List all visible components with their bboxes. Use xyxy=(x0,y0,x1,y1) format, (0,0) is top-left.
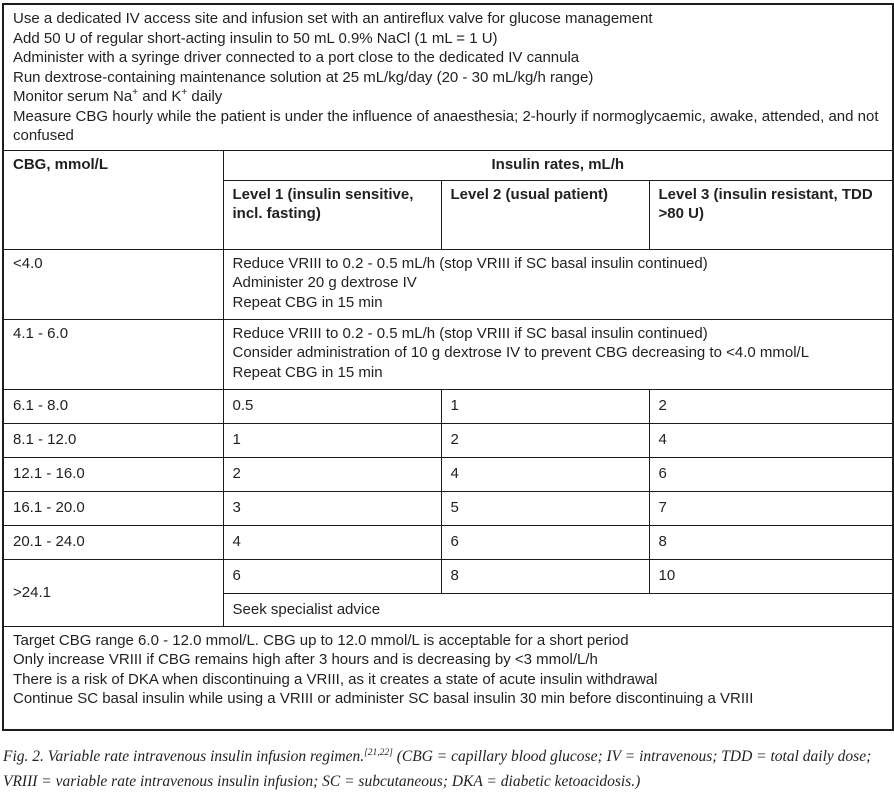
rate-cell-level-1: 2 xyxy=(223,457,441,491)
rate-cell-level-1: 4 xyxy=(223,525,441,559)
action-line: Consider administration of 10 g dextrose IV to prevent CBG decreasing to <4.0 mmol/L xyxy=(232,344,810,361)
cbg-range-cell: 12.1 - 16.0 xyxy=(3,457,223,491)
rate-cell-level-3: 2 xyxy=(649,389,893,423)
column-header-level-3: Level 3 (insulin resistant, TDD >80 U) xyxy=(649,180,893,249)
table-row xyxy=(3,249,893,319)
table-row xyxy=(3,559,893,593)
instruction-line-electrolytes xyxy=(13,87,883,107)
action-line: Repeat CBG in 15 min xyxy=(232,293,383,311)
instruction-line: Add 50 U of regular short-acting insulin to 50 mL 0.9% NaCl (1 mL = 1 U) xyxy=(13,29,498,47)
monitor-text: and K xyxy=(138,88,182,105)
rate-cell-level-2: 4 xyxy=(441,457,649,491)
cbg-range-cell: >24.1 xyxy=(3,559,223,626)
table-row xyxy=(3,423,893,457)
rate-cell-level-2: 5 xyxy=(441,491,649,525)
note-line: Target CBG range 6.0 - 12.0 mmol/L. CBG up to 12.0 mmol/L is acceptable for a short period xyxy=(13,631,629,649)
action-line: Administer 20 g dextrose IV xyxy=(232,274,417,291)
cbg-range-cell: 6.1 - 8.0 xyxy=(3,389,223,423)
superscript-plus: + xyxy=(181,87,188,98)
cbg-range-cell: 4.1 - 6.0 xyxy=(3,319,223,389)
monitor-text: daily xyxy=(187,88,223,105)
rate-cell-level-2: 1 xyxy=(441,389,649,423)
rate-cell-level-3: 6 xyxy=(649,457,893,491)
rate-cell-level-2: 6 xyxy=(441,525,649,559)
column-header-level-2: Level 2 (usual patient) xyxy=(441,180,649,249)
instructions-row xyxy=(3,4,893,150)
rate-cell-level-3: 7 xyxy=(649,491,893,525)
note-line: Continue SC basal insulin while using a VRIII or administer SC basal insulin 30 min before discontinuing a VRIII xyxy=(13,690,754,707)
cbg-range-cell: 16.1 - 20.0 xyxy=(3,491,223,525)
action-cell xyxy=(223,249,893,319)
rate-cell-level-2: 8 xyxy=(441,559,649,593)
rate-cell-level-1: 3 xyxy=(223,491,441,525)
action-cell xyxy=(223,319,893,389)
caption-title: Fig. 2. Variable rate intravenous insulin infusion regimen. xyxy=(3,748,365,765)
table-row xyxy=(3,319,893,389)
cbg-range-cell: 8.1 - 12.0 xyxy=(3,423,223,457)
rate-cell-level-2: 2 xyxy=(441,423,649,457)
action-line: Repeat CBG in 15 min xyxy=(232,363,383,381)
instruction-line: Measure CBG hourly while the patient is under the influence of anaesthesia; 2-hourly if normoglycaemic, awake, attended, and not confused xyxy=(13,107,879,144)
superscript-plus: + xyxy=(132,87,139,98)
note-line: There is a risk of DKA when discontinuing a VRIII, as it creates a state of acute insulin withdrawal xyxy=(13,670,658,688)
action-line: Reduce VRIII to 0.2 - 0.5 mL/h (stop VRIII if SC basal insulin continued) xyxy=(232,324,708,342)
rate-cell-level-3: 4 xyxy=(649,423,893,457)
table-row xyxy=(3,389,893,423)
cbg-range-cell: <4.0 xyxy=(3,249,223,319)
column-header-insulin-rates: Insulin rates, mL/h xyxy=(223,150,893,180)
caption-reference: [21,22] xyxy=(364,747,393,758)
rate-cell-level-1: 1 xyxy=(223,423,441,457)
monitor-text: Monitor serum Na xyxy=(13,88,133,105)
instructions-cell xyxy=(3,4,893,150)
instruction-line: Administer with a syringe driver connected to a port close to the dedicated IV cannula xyxy=(13,49,580,66)
cbg-range-cell: 20.1 - 24.0 xyxy=(3,525,223,559)
figure-page xyxy=(0,3,894,789)
vriii-regimen-table xyxy=(2,3,894,731)
rate-cell-level-3: 10 xyxy=(649,559,893,593)
notes-cell xyxy=(3,626,893,730)
caption-abbreviations: (CBG = capillary blood glucose; IV = intravenous; TDD = total daily dose; VRIII = variable rate intravenous insulin infusion; SC = subcutaneous; DKA = diabetic ketoacidosis.) xyxy=(3,748,872,790)
note-line: Only increase VRIII if CBG remains high after 3 hours and is decreasing by <3 mmol/L/h xyxy=(13,651,598,668)
table-row xyxy=(3,457,893,491)
rate-cell-level-1: 6 xyxy=(223,559,441,593)
table-row xyxy=(3,525,893,559)
table-row xyxy=(3,491,893,525)
column-header-cbg: CBG, mmol/L xyxy=(3,150,223,249)
table-header-row-1 xyxy=(3,150,893,180)
notes-row xyxy=(3,626,893,730)
instruction-line: Run dextrose-containing maintenance solution at 25 mL/kg/day (20 - 30 mL/kg/h range) xyxy=(13,68,594,86)
figure-caption xyxy=(3,744,890,794)
instruction-line: Use a dedicated IV access site and infusion set with an antireflux valve for glucose management xyxy=(13,10,653,27)
action-line: Reduce VRIII to 0.2 - 0.5 mL/h (stop VRIII if SC basal insulin continued) xyxy=(232,254,708,272)
specialist-advice-cell: Seek specialist advice xyxy=(223,593,893,626)
rate-cell-level-1: 0.5 xyxy=(223,389,441,423)
column-header-level-1: Level 1 (insulin sensitive, incl. fasting) xyxy=(223,180,441,249)
rate-cell-level-3: 8 xyxy=(649,525,893,559)
